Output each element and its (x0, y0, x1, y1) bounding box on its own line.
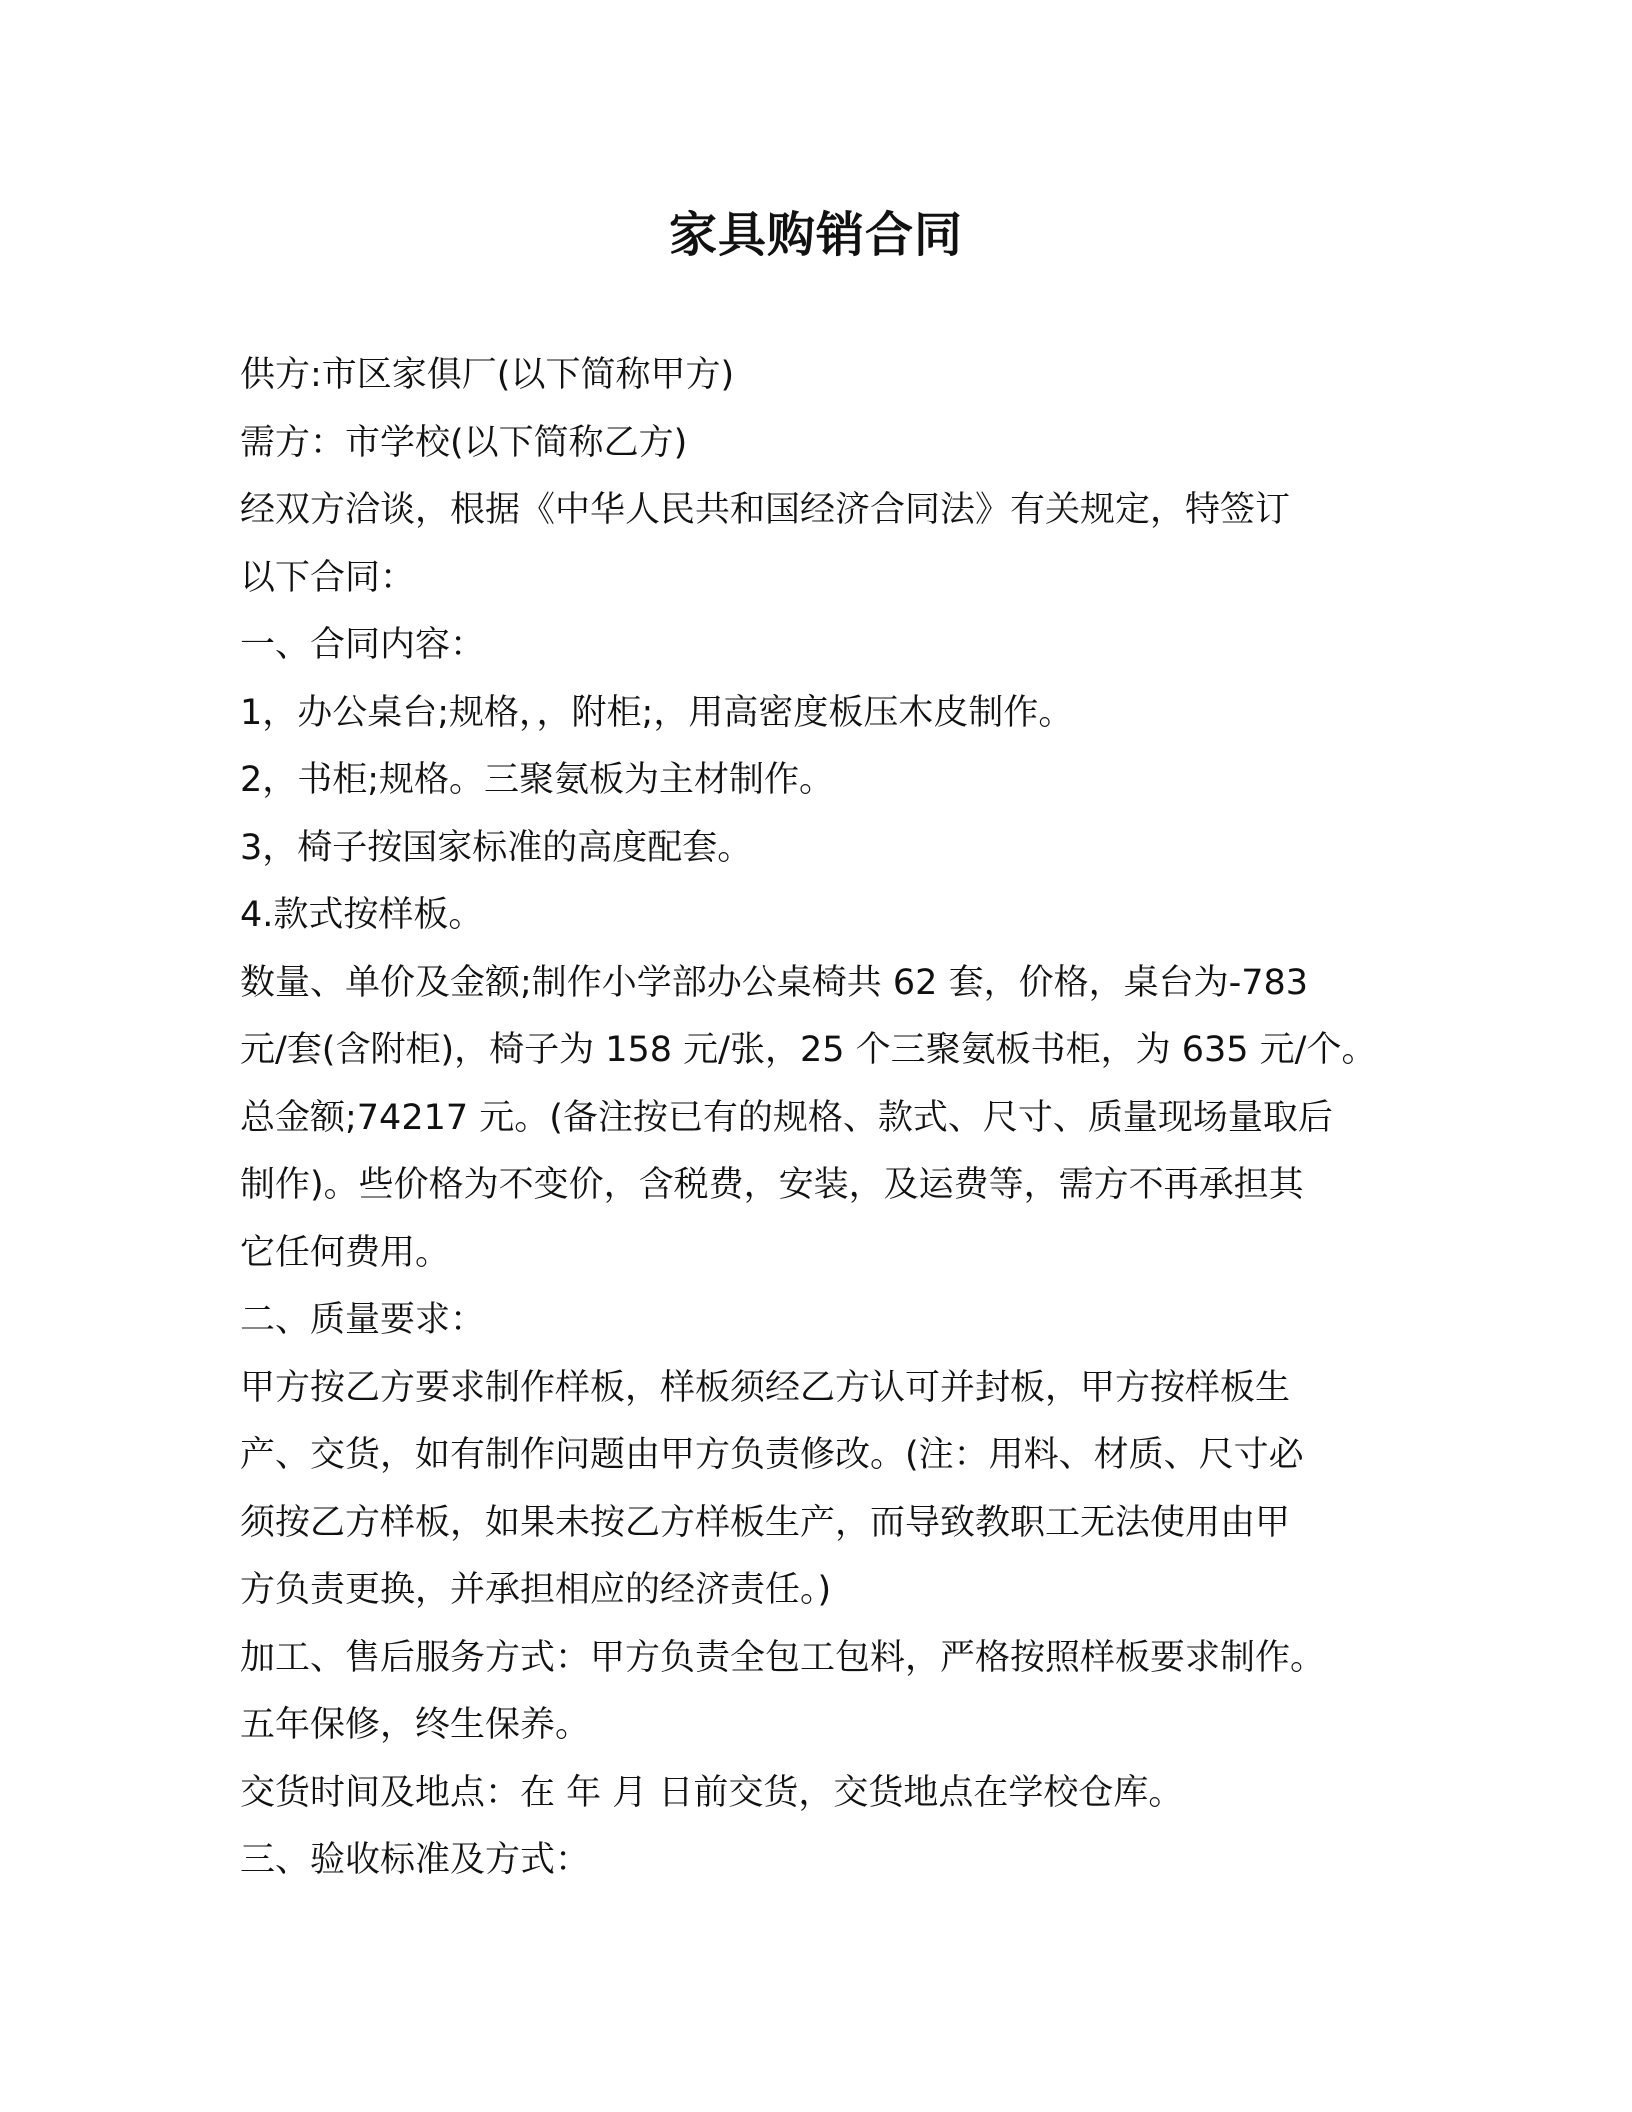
quality-paragraph-line: 甲方按乙方要求制作样板，样板须经乙方认可并封板，甲方按样板生 (240, 1367, 1291, 1408)
pricing-paragraph-line: 制作)。些价格为不变价，含税费，安装，及运费等，需方不再承担其 (240, 1165, 1304, 1205)
preamble-line: 经双方洽谈，根据《中华人民共和国经济合同法》有关规定，特签订 (240, 490, 1291, 530)
buyer-line: 需方：市学校(以下简称乙方) (240, 422, 688, 463)
pricing-paragraph-line: 总金额;74217 元。(备注按已有的规格、款式、尺寸、质量现场量取后 (240, 1097, 1333, 1138)
pricing-paragraph-line: 数量、单价及金额;制作小学部办公桌椅共 62 套，价格，桌台为-783 (240, 962, 1309, 1003)
service-paragraph-line: 加工、售后服务方式：甲方负责全包工包料，严格按照样板要求制作。 (240, 1637, 1326, 1678)
quality-paragraph-line: 须按乙方样板，如果未按乙方样板生产，而导致教职工无法使用由甲 (240, 1502, 1291, 1543)
contract-item: 3，椅子按国家标准的高度配套。 (240, 827, 753, 868)
quality-paragraph-line: 方负责更换，并承担相应的经济责任。) (240, 1570, 832, 1610)
pricing-paragraph-line: 它任何费用。 (240, 1232, 451, 1273)
pricing-paragraph-line: 元/套(含附柜)，椅子为 158 元/张，25 个三聚氨板书柜，为 635 元/个。 (240, 1030, 1377, 1070)
contract-item: 4.款式按样板。 (240, 895, 484, 935)
preamble-line: 以下合同： (240, 557, 416, 598)
contract-body (240, 342, 1420, 1895)
contract-item: 1，办公桌台;规格，，附柜;，用高密度板压木皮制作。 (240, 692, 1074, 733)
service-paragraph-line: 五年保修，终生保养。 (240, 1705, 591, 1745)
contract-item: 2，书柜;规格。三聚氨板为主材制作。 (240, 760, 835, 800)
section-heading: 三、验收标准及方式： (240, 1840, 591, 1880)
document-title: 家具购销合同 (668, 207, 963, 263)
quality-paragraph-line: 产、交货，如有制作问题由甲方负责修改。(注：用料、材质、尺寸必 (240, 1435, 1304, 1475)
section-heading: 一、合同内容： (240, 625, 486, 665)
supplier-line: 供方:市区家俱厂(以下简称甲方) (240, 355, 735, 395)
section-heading: 二、质量要求： (240, 1300, 486, 1340)
delivery-line: 交货时间及地点：在 年 月 日前交货，交货地点在学校仓库。 (240, 1772, 1184, 1813)
